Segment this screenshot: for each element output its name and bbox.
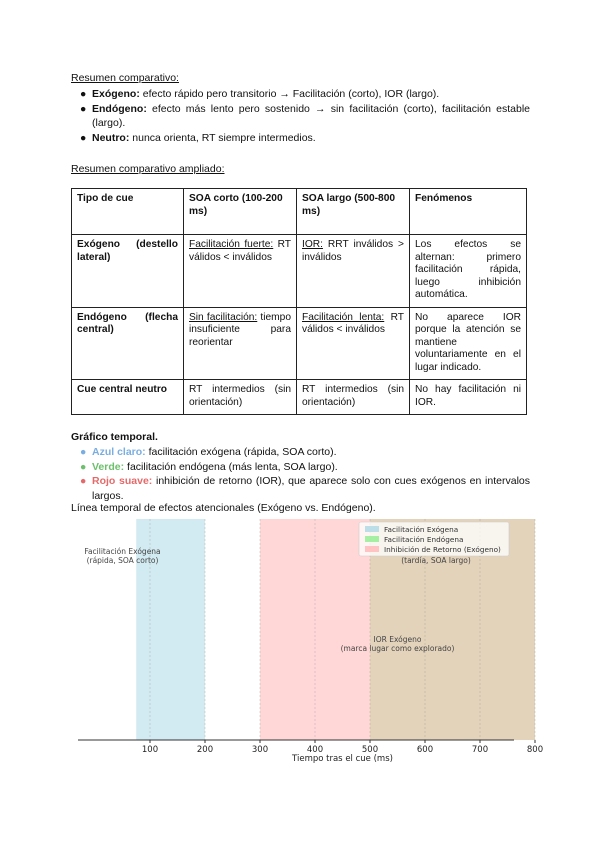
legend-swatch — [365, 536, 379, 542]
table-header: SOA largo (500-800 ms) — [297, 189, 410, 235]
table-cell: Facilitación fuerte: RT válidos < inválidos — [184, 235, 297, 308]
chart-caption: Línea temporal de efectos atencionales (Exógeno vs. Endógeno). — [71, 502, 376, 514]
bullet-dot: ● — [80, 460, 87, 473]
table-cell: No aparece IOR porque la atención se mantiene voluntariamente en el lugar indicado. — [410, 307, 527, 380]
table-cell: RT intermedios (sin orientación) — [184, 380, 297, 415]
list-item: ● Endógeno: efecto más lento pero sostenido → sin facilitación (corto), facilitación estable (largo). — [80, 102, 530, 129]
table-cell: RT intermedios (sin orientación) — [297, 380, 410, 415]
x-tick-label: 800 — [526, 745, 544, 755]
x-tick-label: 300 — [251, 745, 269, 755]
table-header: Fenómenos — [410, 189, 527, 235]
extended-title: Resumen comparativo ampliado: — [71, 163, 225, 175]
x-tick-label: 600 — [416, 745, 434, 755]
x-tick-label: 200 — [196, 745, 214, 755]
graph-legend-title: Gráfico temporal. — [71, 431, 158, 443]
table-header: Tipo de cue — [72, 189, 184, 235]
table-cell: Sin facilitación: tiempo insuficiente para reorientar — [184, 307, 297, 380]
legend-label: Facilitación Exógena — [384, 525, 459, 534]
legend-label: Facilitación Endógena — [384, 535, 464, 544]
legend-swatch — [365, 546, 379, 552]
comparison-table — [71, 188, 527, 415]
summary-list — [80, 87, 530, 145]
table-cell: IOR: RRT inválidos > inválidos — [297, 235, 410, 308]
list-item: ● Verde: facilitación endógena (más lenta, SOA largo). — [80, 460, 338, 473]
graph-legend-list — [80, 445, 530, 503]
x-tick-label: 400 — [306, 745, 324, 755]
annotation-exogenous: (rápida, SOA corto) — [86, 556, 159, 565]
table-row — [72, 235, 527, 308]
list-item: ● Azul claro: facilitación exógena (rápida, SOA corto). — [80, 446, 337, 458]
summary-title: Resumen comparativo: — [71, 72, 179, 84]
timeline-chart — [71, 516, 544, 766]
x-tick-label: 500 — [361, 745, 379, 755]
table-cell: No hay facilitación ni IOR. — [410, 380, 527, 415]
legend-label: Inhibición de Retorno (Exógeno) — [384, 545, 501, 554]
list-item: ● Exógeno: efecto rápido pero transitorio → Facilitación (corto), IOR (largo). — [80, 88, 440, 100]
annotation-exogenous: Facilitación Exógena — [84, 547, 161, 556]
table-cell: Endógeno (flecha central) — [72, 307, 184, 380]
table-header-row — [72, 189, 527, 235]
table-cell: Los efectos se alternan: primero facilitación rápida, luego inhibición automática. — [410, 235, 527, 308]
list-item: ● Neutro: nunca orienta, RT siempre intermedios. — [80, 131, 316, 144]
annotation-ior: IOR Exógeno — [373, 635, 422, 644]
table-cell: Exógeno (destello lateral) — [72, 235, 184, 308]
annotation-ior: (marca lugar como explorado) — [340, 644, 455, 653]
table-header: SOA corto (100-200 ms) — [184, 189, 297, 235]
x-tick-label: 100 — [141, 745, 159, 755]
bullet-dot: ● — [80, 475, 87, 487]
x-axis-label: Tiempo tras el cue (ms) — [292, 754, 393, 764]
bullet-dot: ● — [80, 446, 87, 458]
table-row — [72, 307, 527, 380]
table-cell: Cue central neutro — [72, 380, 184, 415]
annotation-endogenous: (tardía, SOA largo) — [401, 556, 471, 565]
x-tick-label: 700 — [471, 745, 489, 755]
legend-swatch — [365, 526, 379, 532]
list-item: ● Rojo suave: inhibición de retorno (IOR), que aparece solo con cues exógenos en intervalos largos. — [80, 475, 530, 502]
table-row — [72, 380, 527, 415]
table-cell: Facilitación lenta: RT válidos < inválidos — [297, 307, 410, 380]
